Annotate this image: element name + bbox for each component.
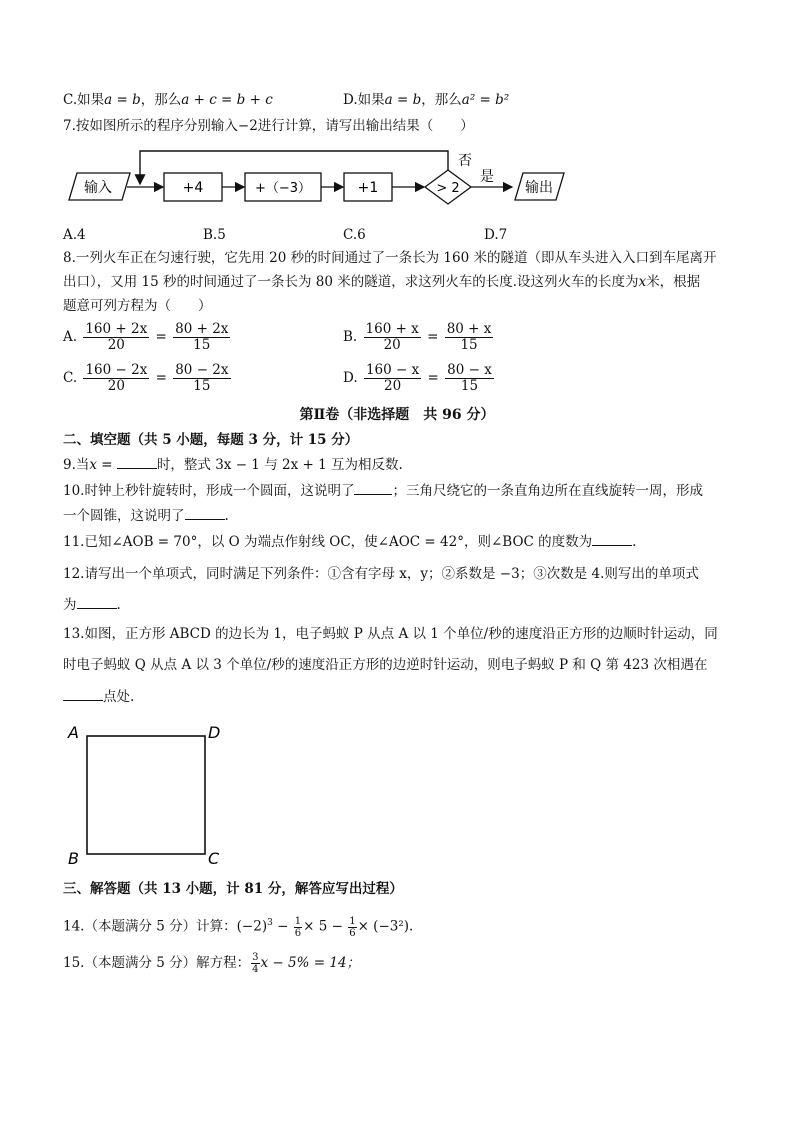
q7-flowchart [60, 140, 580, 218]
q7-option-d: D.7 [484, 227, 508, 243]
vertex-b: B [68, 849, 79, 868]
decision-label: > 2 [436, 181, 460, 196]
q15: 15.（本题满分 5 分）解方程： $\frac{3}{4}$ x − 5% = 14； [63, 952, 361, 975]
step1-label: +4 [182, 180, 204, 196]
q13-line2: 时电子蚂蚁 Q 从点 A 以 3 个单位/秒的速度沿正方形的边逆时针运动，则电子蚂蚁 P 和 Q 第 423 次相遇在 [63, 657, 708, 673]
answer-blank [354, 494, 392, 495]
vertex-a: A [68, 723, 79, 742]
q14: 14.（本题满分 5 分）计算：$(-2)^3$ − $\frac{1}{6}$ × 5 − $\frac{1}{6}$ × (−3²). [63, 915, 414, 939]
q10-line2: 一个圆锥，这说明了 . [63, 508, 229, 524]
answer-blank [77, 608, 117, 609]
q12-line2: 为 . [63, 597, 121, 613]
q6-option-d: D.如果a = b，那么a² = b² [343, 92, 510, 108]
q8-option-a: A. $\frac{160 + 2x}{20}$ = $\frac{80 + 2x}{15}$ [63, 321, 229, 353]
answer-blank [185, 519, 225, 520]
q7-option-b: B.5 [203, 227, 226, 243]
step2-label: +（−3） [254, 181, 312, 196]
section3-heading: 三、解答题（共 13 小题，计 81 分，解答应写出过程） [63, 881, 403, 897]
q11: 11.已知∠AOB = 70°，以 O 为端点作射线 OC，使∠AOC = 42°，则∠BOC 的度数为 . [63, 534, 637, 550]
vertex-c: C [208, 849, 220, 868]
answer-blank [592, 545, 632, 546]
step3-label: +1 [357, 180, 379, 196]
q8-option-c: C. $\frac{160 - 2x}{20}$ = $\frac{80 - 2x}{15}$ [63, 362, 229, 394]
vertex-d: D [208, 723, 221, 742]
q7-option-c: C.6 [343, 227, 366, 243]
no-label: 否 [458, 153, 472, 169]
yes-label: 是 [480, 169, 494, 185]
square-figure [60, 716, 240, 871]
q7-option-a: A.4 [63, 227, 86, 243]
q7-stem: 7.按如图所示的程序分别输入−2进行计算，请写出输出结果（ ） [63, 118, 474, 134]
q10-line1: 10.时钟上秒针旋转时，形成一个圆面，这说明了 ；三角尺绕它的一条直角边所在直线旋转一周，形成 [63, 483, 703, 499]
q6-option-c: C.如果a = b，那么a + c = b + c [63, 92, 273, 108]
q13-line3: 点处. [63, 688, 134, 706]
q13-line1: 13.如图，正方形 ABCD 的边长为 1，电子蚂蚁 P 从点 A 以 1 个单位/秒的速度沿正方形的边顺时针运动，同 [63, 626, 718, 642]
q12-line1: 12.请写出一个单项式，同时满足下列条件：①含有字母 x，y；②系数是 −3；③次数是 4.则写出的单项式 [63, 566, 699, 582]
section2-heading: 二、填空题（共 5 小题，每题 3 分，计 15 分） [63, 432, 359, 448]
output-label: 输出 [525, 180, 553, 196]
q9: 9.当x = 时，整式 3x − 1 与 2x + 1 互为相反数. [63, 457, 403, 473]
q8-option-d: D. $\frac{160 - x}{20}$ = $\frac{80 - x}{15}$ [343, 362, 492, 394]
q8-line1: 8.一列火车正在匀速行驶，它先用 20 秒的时间通过了一条长为 160 米的隧道（即从车头进入入口到车尾离开 [63, 250, 717, 266]
q8-option-b: B. $\frac{160 + x}{20}$ = $\frac{80 + x}{15}$ [343, 321, 492, 353]
answer-blank [63, 700, 103, 701]
q8-line3: 题意可列方程为（ ） [63, 298, 212, 314]
input-label: 输入 [84, 180, 112, 196]
square-abcd [87, 736, 205, 854]
section2-title: 第Ⅱ卷（非选择题 共 96 分） [299, 407, 495, 423]
answer-blank [117, 468, 157, 469]
q8-line2: 出口），又用 15 秒的时间通过了一条长为 80 米的隧道，求这列火车的长度.设这列火车的长度为x米，根据 [63, 274, 701, 290]
